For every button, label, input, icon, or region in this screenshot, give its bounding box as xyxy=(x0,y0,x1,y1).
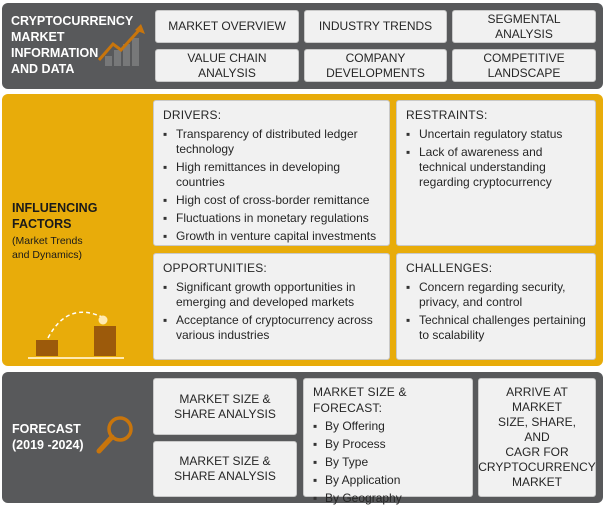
box-label: CRYPTOCURRENCY xyxy=(478,460,596,474)
restraints-panel xyxy=(396,100,596,246)
box-label: MARKET SIZE & xyxy=(179,391,271,406)
challenges-heading: CHALLENGES: xyxy=(406,261,493,275)
segmental-analysis-button[interactable] xyxy=(452,10,596,43)
opportunities-panel xyxy=(153,253,390,360)
button-label: MARKET OVERVIEW xyxy=(168,19,286,33)
list-item: ▪ Lack of awareness and technical understanding regarding cryptocurrency xyxy=(406,145,586,190)
forecast-segments-list xyxy=(313,419,463,506)
market-size-share-analysis-box-2[interactable] xyxy=(153,441,297,497)
drivers-panel xyxy=(153,100,390,246)
list-item: ▪ Concern regarding security, privacy, and control xyxy=(406,280,586,310)
industry-trends-button[interactable] xyxy=(304,10,447,43)
restraints-heading: RESTRAINTS: xyxy=(406,108,488,122)
bar-chart-growth-icon xyxy=(95,20,151,70)
influencing-factors-title xyxy=(12,200,97,232)
competitive-landscape-button[interactable] xyxy=(452,49,596,82)
subtitle-line: (Market Trends xyxy=(12,235,83,247)
market-size-forecast-heading: MARKET SIZE & FORECAST: xyxy=(313,385,407,415)
forecast-title xyxy=(12,421,84,453)
title-line: AND DATA xyxy=(11,62,75,76)
list-item: ▪ Transparency of distributed ledger technology xyxy=(163,127,380,157)
influencing-factors-subtitle xyxy=(12,234,83,262)
list-item: ▪ By Offering xyxy=(313,419,463,434)
box-label: SHARE ANALYSIS xyxy=(174,406,276,421)
list-item: ▪ Significant growth opportunities in emerging and developed markets xyxy=(163,280,380,310)
subtitle-line: and Dynamics) xyxy=(12,249,83,261)
drivers-list xyxy=(163,127,380,244)
title-line: FORECAST xyxy=(12,422,81,436)
market-size-forecast-panel xyxy=(303,378,473,505)
list-item: ▪ By Process xyxy=(313,437,463,452)
button-label: VALUE CHAIN ANALYSIS xyxy=(187,50,267,80)
list-item: ▪ By Geography xyxy=(313,491,463,506)
title-line: CRYPTOCURRENCY xyxy=(11,14,134,28)
restraints-list xyxy=(406,127,586,190)
title-line: (2019 -2024) xyxy=(12,438,84,452)
list-item: ▪ Acceptance of cryptocurrency across various industries xyxy=(163,313,380,343)
button-label: INDUSTRY TRENDS xyxy=(318,19,433,33)
button-label: COMPANY xyxy=(345,50,406,65)
market-size-share-analysis-box-1[interactable] xyxy=(153,378,297,435)
arrive-at-market-size-box[interactable] xyxy=(478,378,596,497)
list-item: ▪ By Application xyxy=(313,473,463,488)
list-item: ▪ High cost of cross-border remittance xyxy=(163,193,380,208)
drivers-heading: DRIVERS: xyxy=(163,108,222,122)
title-line: FACTORS xyxy=(12,217,72,231)
list-item: ▪ Uncertain regulatory status xyxy=(406,127,586,142)
title-line: INFLUENCING xyxy=(12,201,98,215)
opportunities-heading: OPPORTUNITIES: xyxy=(163,261,267,275)
box-label: SIZE, SHARE, AND xyxy=(497,415,577,444)
box-label: CAGR FOR xyxy=(505,445,569,459)
box-label: ARRIVE AT MARKET xyxy=(506,385,568,414)
list-item: ▪ Fluctuations in monetary regulations xyxy=(163,211,380,226)
box-label: SHARE ANALYSIS xyxy=(174,469,276,483)
button-label: DEVELOPMENTS xyxy=(326,65,425,80)
title-line: INFORMATION xyxy=(11,46,99,60)
challenges-list xyxy=(406,280,586,343)
button-label: SEGMENTAL ANALYSIS xyxy=(487,11,561,41)
list-item: ▪ By Type xyxy=(313,455,463,470)
value-chain-analysis-button[interactable] xyxy=(155,49,299,82)
growth-bars-icon xyxy=(28,300,128,362)
box-label: MARKET xyxy=(511,475,562,489)
title-line: MARKET xyxy=(11,30,65,44)
button-label: LANDSCAPE xyxy=(487,65,561,80)
company-developments-button[interactable] xyxy=(304,49,447,82)
list-item: ▪ Technical challenges pertaining to scalability xyxy=(406,313,586,343)
list-item: ▪ Growth in venture capital investments xyxy=(163,229,380,244)
box-label: MARKET SIZE & xyxy=(179,454,271,468)
button-label: COMPETITIVE xyxy=(483,50,565,65)
list-item: ▪ High remittances in developing countries xyxy=(163,160,380,190)
market-overview-button[interactable] xyxy=(155,10,299,43)
opportunities-list xyxy=(163,280,380,343)
challenges-panel xyxy=(396,253,596,360)
magnifier-icon xyxy=(93,411,139,457)
